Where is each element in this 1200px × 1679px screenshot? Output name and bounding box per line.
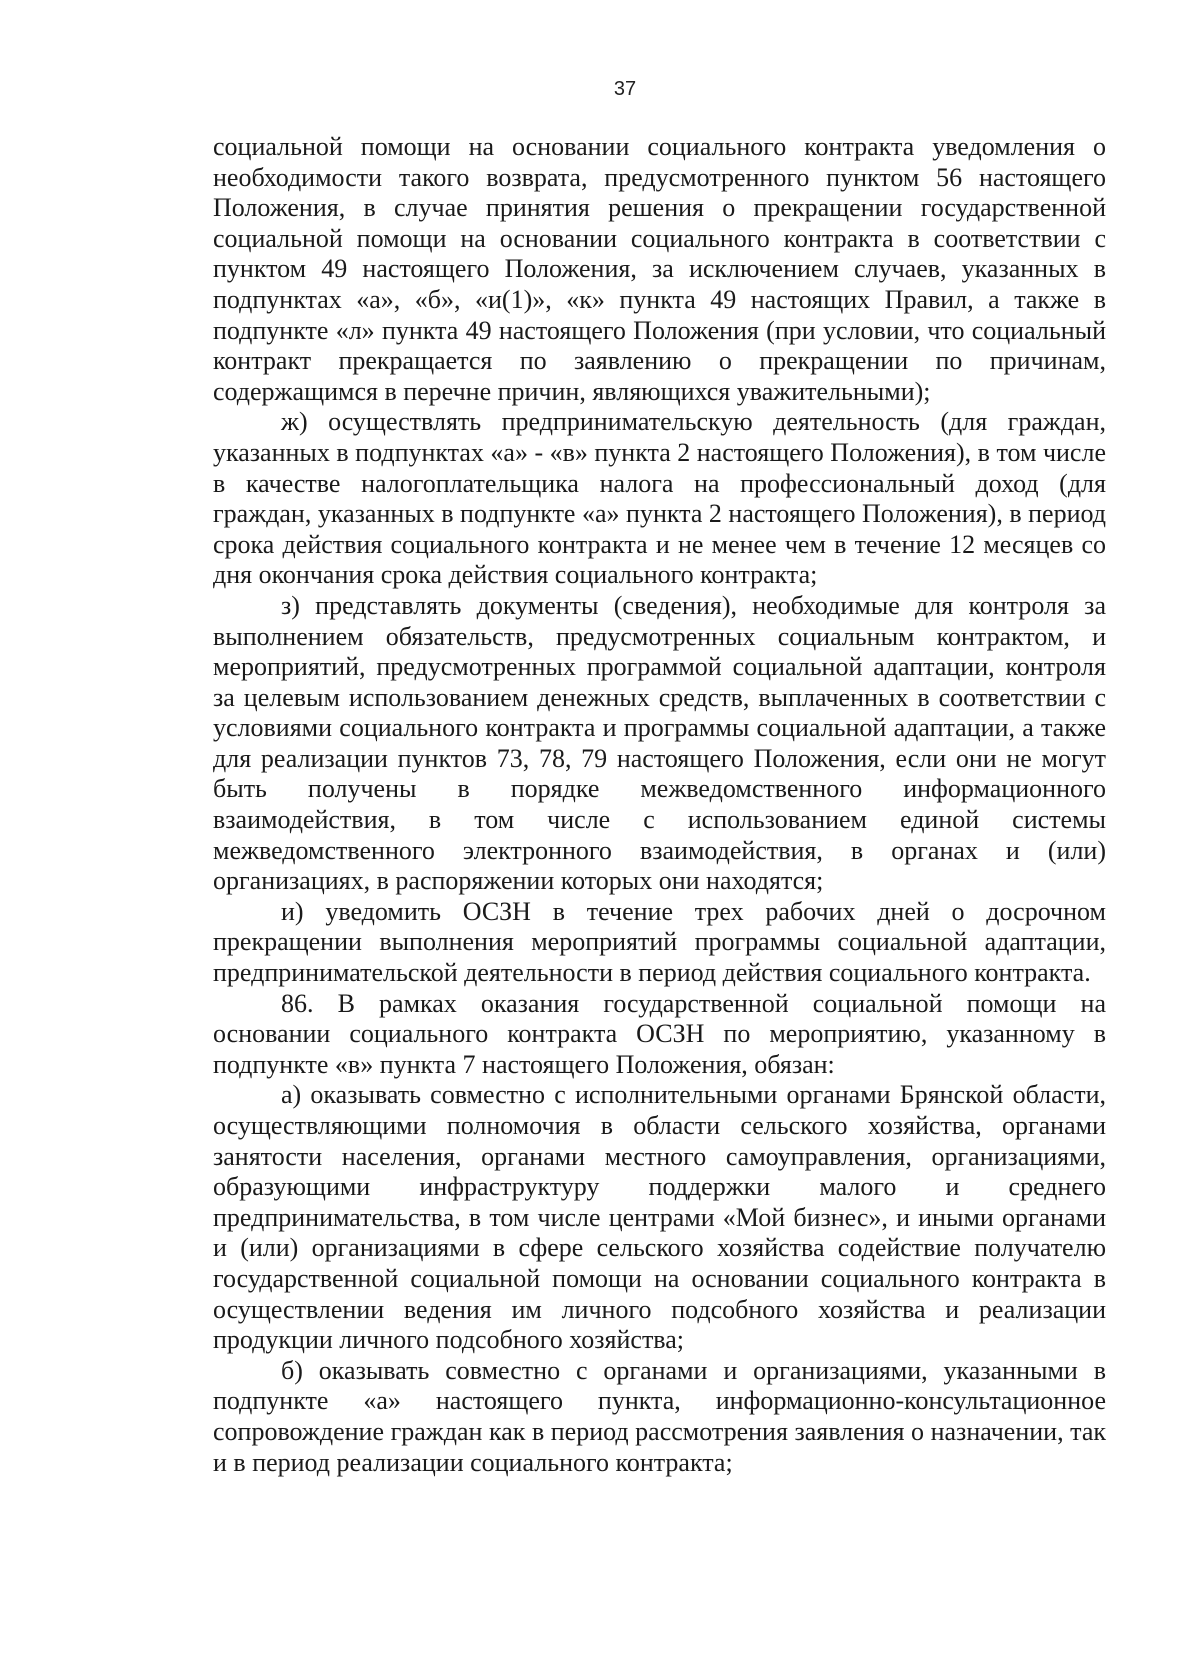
paragraph-a: а) оказывать совместно с исполнительными органами Брянской области, осуществляющими полномочия в области сельского хозяйства, органами занятости населения, органами местного самоуправления, организациями, образующими инфраструктуру поддержки малого и среднего предпринимательства, в том числе центрами «Мой бизнес», и иными органами и (или) организациями в сфере сельского хозяйства содействие получателю государственной социальной помощи на основании социального контракта в осуществлении ведения им личного подсобного хозяйства и реализации продукции личного подсобного хозяйства; bbox=[213, 1080, 1106, 1355]
paragraph-continuation: социальной помощи на основании социального контракта уведомления о необходимости такого возврата, предусмотренного пунктом 56 настоящего Положения, в случае принятия решения о прекращении государственной социальной помощи на основании социального контракта в соответствии с пунктом 49 настоящего Положения, за исключением случаев, указанных в подпунктах «а», «б», «и(1)», «к» пункта 49 настоящих Правил, а также в подпункте «л» пункта 49 настоящего Положения (при условии, что социальный контракт прекращается по заявлению о прекращении по причинам, содержащимся в перечне причин, являющихся уважительными); bbox=[213, 132, 1106, 406]
paragraph-b: б) оказывать совместно с органами и организациями, указанными в подпункте «а» настоящего пункта, информационно-консультационное сопровождение граждан как в период рассмотрения заявления о назначении, так и в период реализации социального контракта; bbox=[213, 1355, 1106, 1477]
paragraph-86: 86. В рамках оказания государственной социальной помощи на основании социального контракта ОСЗН по мероприятию, указанному в подпункте «в» пункта 7 настоящего Положения, обязан: bbox=[213, 988, 1106, 1079]
paragraph-z: з) представлять документы (сведения), необходимые для контроля за выполнением обязательств, предусмотренных социальным контрактом, и мероприятий, предусмотренных программой социальной адаптации, контроля за целевым использованием денежных средств, выплаченных в соответствии с условиями социального контракта и программы социальной адаптации, а также для реализации пунктов 73, 78, 79 настоящего Положения, если они не могут быть получены в порядке межведомственного информационного взаимодействия, в том числе с использованием единой системы межведомственного электронного взаимодействия, в органах и (или) организациях, в распоряжении которых они находятся; bbox=[213, 590, 1106, 896]
document-body bbox=[213, 132, 1106, 1478]
paragraph-zh: ж) осуществлять предпринимательскую деятельность (для граждан, указанных в подпунктах «а» - «в» пункта 2 настоящего Положения), в том числе в качестве налогоплательщика налога на профессиональный доход (для граждан, указанных в подпункте «а» пункта 2 настоящего Положения), в период срока действия социального контракта и не менее чем в течение 12 месяцев со дня окончания срока действия социального контракта; bbox=[213, 407, 1106, 590]
paragraph-i: и) уведомить ОСЗН в течение трех рабочих дней о досрочном прекращении выполнения мероприятий программы социальной адаптации, предпринимательской деятельности в период действия социального контракта. bbox=[213, 896, 1106, 988]
page-number: 37 bbox=[613, 78, 637, 100]
